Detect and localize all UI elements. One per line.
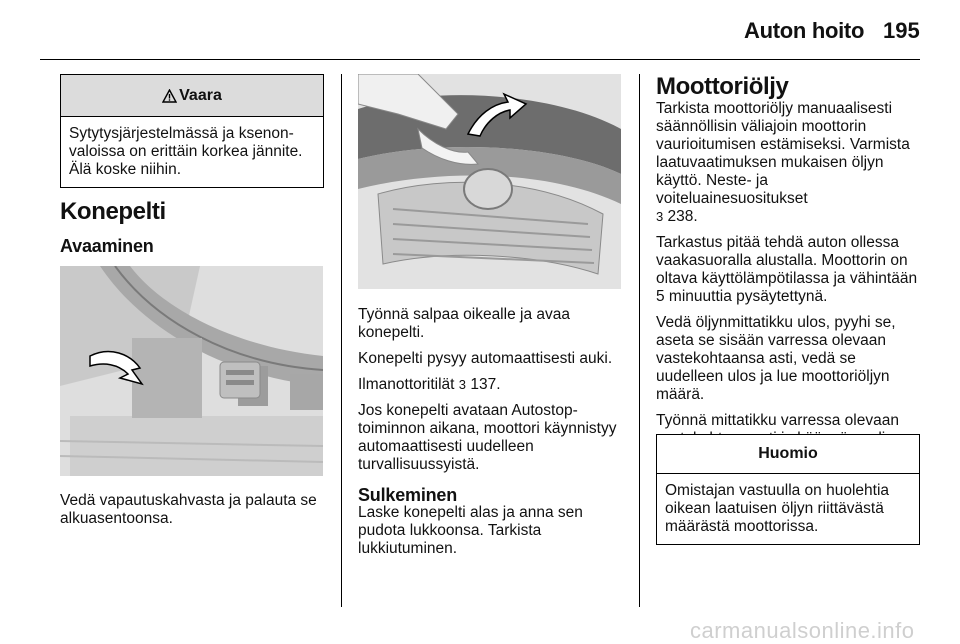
note-box-text: Omistajan vastuulla on huolehtia oikean laatuisen öljyn riittävästä määrästä moottorissa. — [665, 482, 890, 535]
warning-box-header — [61, 75, 323, 117]
para-oil-check — [656, 100, 922, 226]
illustration-hood-release — [60, 266, 323, 476]
reference-arrow-icon: 3 — [656, 209, 664, 224]
warning-triangle-icon — [162, 89, 177, 103]
section-title-hood: Konepelti — [60, 198, 166, 225]
section-title-oil: Moottoriöljy — [656, 73, 789, 100]
para-intake-text: Ilmanottoritilät — [358, 376, 455, 393]
para-oil-check-text: Tarkista moottoriöljy manuaalisesti säännöllisin väliajoin moottorin vaurioitumisen estämiseksi. Varmista laatuvaatimuksen mukaisen öljyn käyttö. Neste- ja voiteluainesuositukset — [656, 100, 910, 207]
warning-box — [60, 74, 324, 188]
para-push-latch: Työnnä salpaa oikealle ja avaa konepelti. — [358, 306, 570, 341]
warning-box-text: Sytytysjärjestelmässä ja ksenon-valoissa on erittäin korkea jännite. Älä koske niihin. — [69, 125, 303, 178]
para-oil-check-ref: 238. — [667, 208, 698, 225]
watermark: carmanualsonline.info — [690, 618, 915, 643]
column-divider-1 — [341, 74, 342, 607]
para-closing: Laske konepelti alas ja anna sen pudota lukkoonsa. Tarkista lukkiutuminen. — [358, 504, 583, 557]
caption-release-text: Vedä vapautuskahvasta ja palauta se alkuasentoonsa. — [60, 492, 317, 527]
para-hood-auto: Konepelti pysyy automaattisesti auki. — [358, 350, 613, 367]
warning-box-title: Vaara — [179, 86, 222, 104]
caption-release — [60, 492, 328, 536]
para-intake-ref: 137. — [470, 376, 501, 393]
hood-text-column — [358, 306, 626, 566]
para-autostop: Jos konepelti avataan Autostop-toiminnon aikana, moottori käynnistyy automaattisesti uudelleen turvallisuussyistä. — [358, 402, 617, 473]
subtitle-closing: Sulkeminen — [358, 485, 458, 505]
para-dipstick: Vedä öljynmittatikku ulos, pyyhi se, aseta se sisään varressa olevaan vastekohtaansa asti, vedä se uudelleen ulos ja lue moottoriöljyn määrä. — [656, 314, 896, 403]
para-oil-level: Tarkastus pitää tehdä auton ollessa vaakasuoralla alustalla. Moottorin on oltava käyttölämpötilassa ja vähintään 5 minuuttia pysäytettynä. — [656, 234, 918, 305]
para-push-dipstick: Työnnä mittatikku varressa olevaan — [656, 412, 899, 429]
header-rule — [40, 59, 920, 60]
reference-arrow-icon: 3 — [458, 377, 467, 392]
column-divider-2 — [639, 74, 640, 607]
page-number: 195 — [883, 18, 920, 43]
page-header-title: Auton hoito — [744, 18, 865, 43]
para-intake — [358, 376, 626, 394]
illustration-hood-open — [358, 74, 621, 289]
oil-text-column — [656, 73, 922, 474]
subtitle-opening: Avaaminen — [60, 236, 154, 256]
note-box — [656, 434, 920, 545]
note-box-header: Huomio — [657, 435, 919, 474]
